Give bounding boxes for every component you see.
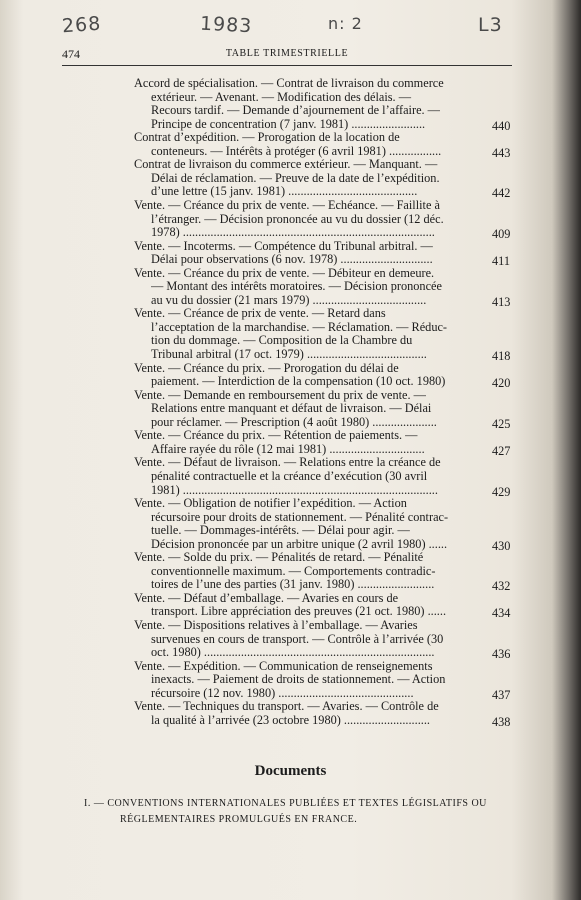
toc-entry-line: Vente. — Incoterms. — Compétence du Tribunal arbitral. — xyxy=(134,239,433,253)
page-reference: 434 xyxy=(492,606,511,620)
toc-entry-line: conteneurs. — Intérêts à protéger (6 avril 1981) ................. xyxy=(151,144,442,158)
toc-entry-line: pour réclamer. — Prescription (4 août 1980) ..................... xyxy=(151,415,437,429)
toc-entry-line: survenues en cours de transport. — Contrôle à l’arrivée (30 xyxy=(151,632,444,646)
toc-entry-line: conventionnelle maximum. — Comportements contradic- xyxy=(151,564,436,578)
toc-entry-line: pénalité contractuelle et la créance d’exécution (30 avril xyxy=(151,469,428,483)
toc-entry-line: Contrat d’expédition. — Prorogation de la location de xyxy=(134,130,400,144)
toc-entry-line: Vente. — Créance de prix de vente. — Retard dans xyxy=(134,306,386,320)
page-header xyxy=(62,47,512,66)
toc-entry-line: l’étranger. — Décision prononcée au vu du dossier (12 déc. xyxy=(151,212,444,226)
toc-entry-line: oct. 1980) ........................................................................... xyxy=(151,645,435,659)
toc-entry-line: d’une lettre (15 janv. 1981) .......................................... xyxy=(151,184,418,198)
toc-entry-line: Vente. — Défaut d’emballage. — Avaries en cours de xyxy=(134,591,399,605)
page-reference: 432 xyxy=(492,579,511,593)
toc-entry-line: 1978) .................................................................................. xyxy=(151,225,435,239)
toc-entry-line: Vente. — Techniques du transport. — Avaries. — Contrôle de xyxy=(134,699,439,713)
toc-entry-line: transport. Libre appréciation des preuves (21 oct. 1980) ...... xyxy=(151,604,447,618)
toc-entry-line: récursoire (12 nov. 1980) ............................................ xyxy=(151,686,414,700)
toc-entry-line: tuelle. — Dommages-intérêts. — Délai pour agir. — xyxy=(151,523,410,537)
toc-entry-line: Vente. — Défaut de livraison. — Relations entre la créance de xyxy=(134,455,441,469)
page-reference: 437 xyxy=(492,688,511,702)
page-reference: 409 xyxy=(492,227,511,241)
toc-entry-line: Vente. — Créance du prix. — Prorogation du délai de xyxy=(134,361,399,375)
toc-entry-line: Vente. — Demande en remboursement du prix de vente. — xyxy=(134,388,426,402)
toc-entry-line: inexacts. — Paiement de droits de stationnement. — Action xyxy=(151,672,446,686)
toc-entry-line: Délai pour observations (6 nov. 1978) .............................. xyxy=(151,252,433,266)
toc-entry-line: Tribunal arbitral (17 oct. 1979) ....................................... xyxy=(151,347,427,361)
toc-entry-line: toires de l’une des parties (31 janv. 1980) ......................... xyxy=(151,577,435,591)
toc-entry-line: Vente. — Obligation de notifier l’expédition. — Action xyxy=(134,496,407,510)
toc-entry-line: 1981) ................................................................................... xyxy=(151,483,438,497)
toc-entry-line: tion du dommage. — Composition de la Chambre du xyxy=(151,333,413,347)
toc-entry-line: Vente. — Solde du prix. — Pénalités de retard. — Pénalité xyxy=(134,550,424,564)
page-reference: 413 xyxy=(492,295,511,309)
toc-entry-line: Vente. — Créance du prix de vente. — Echéance. — Faillite à xyxy=(134,198,440,212)
toc-entry-line: récursoire pour droits de stationnement. — Pénalité contrac- xyxy=(151,510,449,524)
section-title-line: I. — CONVENTIONS INTERNATIONALES PUBLIÉES ET TEXTES LÉGISLATIFS OU xyxy=(84,798,487,809)
toc-entry-line: l’acceptation de la marchandise. — Réclamation. — Réduc- xyxy=(151,320,448,334)
page-reference: 430 xyxy=(492,539,511,553)
toc-entry-line: — Montant des intérêts moratoires. — Décision prononcée xyxy=(151,279,442,293)
page-reference: 436 xyxy=(492,647,511,661)
page-reference: 440 xyxy=(492,119,511,133)
page-reference: 425 xyxy=(492,417,511,431)
toc-entry-line: la qualité à l’arrivée (23 octobre 1980) ............................ xyxy=(151,713,430,727)
documents-section-1 xyxy=(84,796,514,828)
toc-entry-line: extérieur. — Avenant. — Modification des délais. — xyxy=(151,90,411,104)
handwritten-annotation: 1983 xyxy=(199,12,253,38)
page-reference: 427 xyxy=(492,444,511,458)
toc-entry-line: Contrat de livraison du commerce extérieur. — Manquant. — xyxy=(134,157,438,171)
toc-entry-line: Délai de réclamation. — Preuve de la date de l’expédition. xyxy=(151,171,440,185)
toc-entry-line: Vente. — Créance du prix de vente. — Débiteur en demeure. xyxy=(134,266,435,280)
toc-entry-line: Recours tardif. — Demande d’ajournement de l’affaire. — xyxy=(151,103,440,117)
toc-entry-line: Vente. — Expédition. — Communication de renseignements xyxy=(134,659,433,673)
toc-entry-line: Vente. — Dispositions relatives à l’emballage. — Avaries xyxy=(134,618,418,632)
page-reference: 442 xyxy=(492,186,511,200)
handwritten-annotation: 268 xyxy=(61,12,102,38)
toc-entry-line: Accord de spécialisation. — Contrat de livraison du commerce xyxy=(134,76,444,90)
toc-entry-line: Affaire rayée du rôle (12 mai 1981) ............................... xyxy=(151,442,425,456)
page-reference: 438 xyxy=(492,715,511,729)
handwritten-annotation: n: 2 xyxy=(328,14,363,33)
toc-entry-line: Principe de concentration (7 janv. 1981) ........................ xyxy=(151,117,426,131)
page-number: 474 xyxy=(62,47,80,61)
documents-heading: Documents xyxy=(254,763,327,779)
handwritten-annotation: L3 xyxy=(478,14,503,36)
toc-entry-line: Décision prononcée par un arbitre unique (2 avril 1980) ...... xyxy=(151,537,448,551)
page-reference: 411 xyxy=(492,254,510,268)
page-reference: 418 xyxy=(492,349,511,363)
section-title-line: RÉGLEMENTAIRES PROMULGUÉS EN FRANCE. xyxy=(120,814,358,825)
toc-entry-line: au vu du dossier (21 mars 1979) ..................................... xyxy=(151,293,427,307)
page-reference: 420 xyxy=(492,376,511,390)
toc-entry-line: paiement. — Interdiction de la compensation (10 oct. 1980) xyxy=(151,374,446,388)
toc-entry-line: Relations entre manquant et défaut de livraison. — Délai xyxy=(151,401,432,415)
page-reference: 429 xyxy=(492,485,511,499)
page-reference: 443 xyxy=(492,146,511,160)
running-title: TABLE TRIMESTRIELLE xyxy=(225,48,349,59)
toc-entry-line: Vente. — Créance du prix. — Rétention de paiements. — xyxy=(134,428,418,442)
